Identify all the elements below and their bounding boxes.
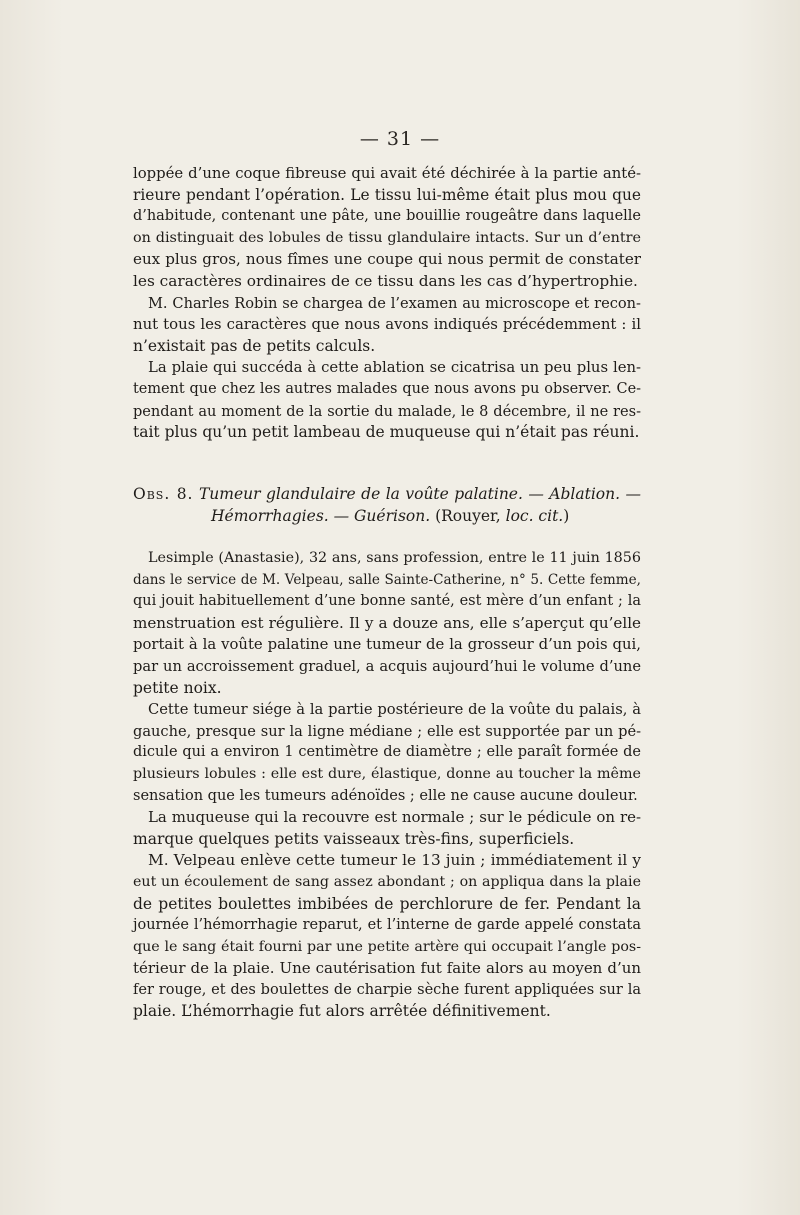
text-line: M. Charles Robin se chargea de l’examen au microscope et recon- [148,294,641,312]
text-line: sensation que les tumeurs adénoïdes ; elle ne cause aucune douleur. [133,787,638,804]
text-line: térieur de la plaie. Une cautérisation fut faite alors au moyen d’un [133,959,641,978]
text-line: eux plus gros, nous fîmes une coupe qui nous permit de constater [133,250,641,269]
paragraph [133,807,641,850]
text-line: menstruation est régulière. Il y a douze ans, elle s’aperçut qu’elle [133,613,641,632]
text-line: gauche, presque sur la ligne médiane ; elle est supportée par un pé- [133,722,641,740]
text-line: d’habitude, contenant une pâte, une bouillie rougeâtre dans laquelle [133,208,641,225]
text-line: dicule qui a environ 1 centimètre de diamètre ; elle paraît formée de [133,744,641,761]
text-line: Lesimple (Anastasie), 32 ans, sans profession, entre le 11 juin 1856 [148,550,641,566]
top-text-block [133,163,641,444]
bottom-text-block [133,548,641,1023]
paragraph [133,163,641,293]
text-line: qui jouit habituellement d’une bonne santé, est mère d’un enfant ; la [133,593,641,610]
text-line: Cette tumeur siége à la partie postérieure de la voûte du palais, à [148,701,641,719]
text-line: La muqueuse qui la recouvre est normale ; sur le pédicule on re- [148,808,641,827]
paragraph [133,548,641,699]
observation-source-ref: loc. cit. [505,507,564,525]
text-line: portait à la voûte palatine une tumeur de la grosseur d’un pois qui, [133,636,641,654]
observation-title-line [133,483,641,505]
text-line: petite noix. [133,678,222,697]
text-line: n’existait pas de petits calculs. [133,336,376,355]
text-line: de petites boulettes imbibées de perchlorure de fer. Pendant la [133,894,641,913]
observation-heading [133,483,641,527]
text-line: eut un écoulement de sang assez abondant ; on appliqua dans la plaie [133,873,641,890]
observation-title: Tumeur glandulaire de la voûte palatine. — Ablation. — [198,485,641,503]
paragraph [133,850,641,1023]
text-line: journée l’hémorrhagie reparut, et l’interne de garde appelé constata [133,917,641,934]
observation-outcome: Hémorrhagies. — Guérison. [211,507,431,525]
text-line: les caractères ordinaires de ce tissu dans les cas d’hypertrophie. [133,271,638,290]
text-line: que le sang était fourni par une petite artère qui occupait l’angle pos- [133,938,641,955]
text-line: par un accroissement graduel, a acquis aujourd’hui le volume d’une [133,657,641,675]
text-line: dans le service de M. Velpeau, salle Sainte-Catherine, n° 5. Cette femme, [133,571,641,588]
observation-source-close: ) [563,507,570,525]
text-line: fer rouge, et des boulettes de charpie sèche furent appliquées sur la [133,981,641,998]
paragraph [133,699,641,807]
text-line: La plaie qui succéda à cette ablation se cicatrisa un peu plus len- [148,359,641,377]
paragraph [133,357,641,443]
paragraph [133,293,641,358]
text-line: rieure pendant l’opération. Le tissu lui-même était plus mou que [133,185,641,204]
observation-title-line [133,505,641,527]
text-line: plaie. L’hémorrhagie fut alors arrêtée définitivement. [133,1002,551,1021]
text-line: marque quelques petits vaisseaux très-fins, superficiels. [133,829,575,848]
observation-source-open: (Rouyer, [430,507,506,525]
page-number: — 31 — [359,128,441,150]
text-line: loppée d’une coque fibreuse qui avait été déchirée à la partie anté- [133,165,641,182]
text-line: nut tous les caractères que nous avons indiqués précédemment : il [133,315,641,334]
text-line: M. Velpeau enlève cette tumeur le 13 juin ; immédiatement il y [148,851,641,870]
observation-label: Obs. 8. [133,485,194,503]
text-line: on distinguait des lobules de tissu glandulaire intacts. Sur un d’entre [133,229,641,246]
text-line: tement que chez les autres malades que nous avons pu observer. Ce- [133,380,641,397]
text-line: pendant au moment de la sortie du malade, le 8 décembre, il ne res- [133,402,641,420]
text-line: plusieurs lobules : elle est dure, élastique, donne au toucher la même [133,765,641,782]
text-line: tait plus qu’un petit lambeau de muqueuse qui n’était pas réuni. [133,423,640,442]
